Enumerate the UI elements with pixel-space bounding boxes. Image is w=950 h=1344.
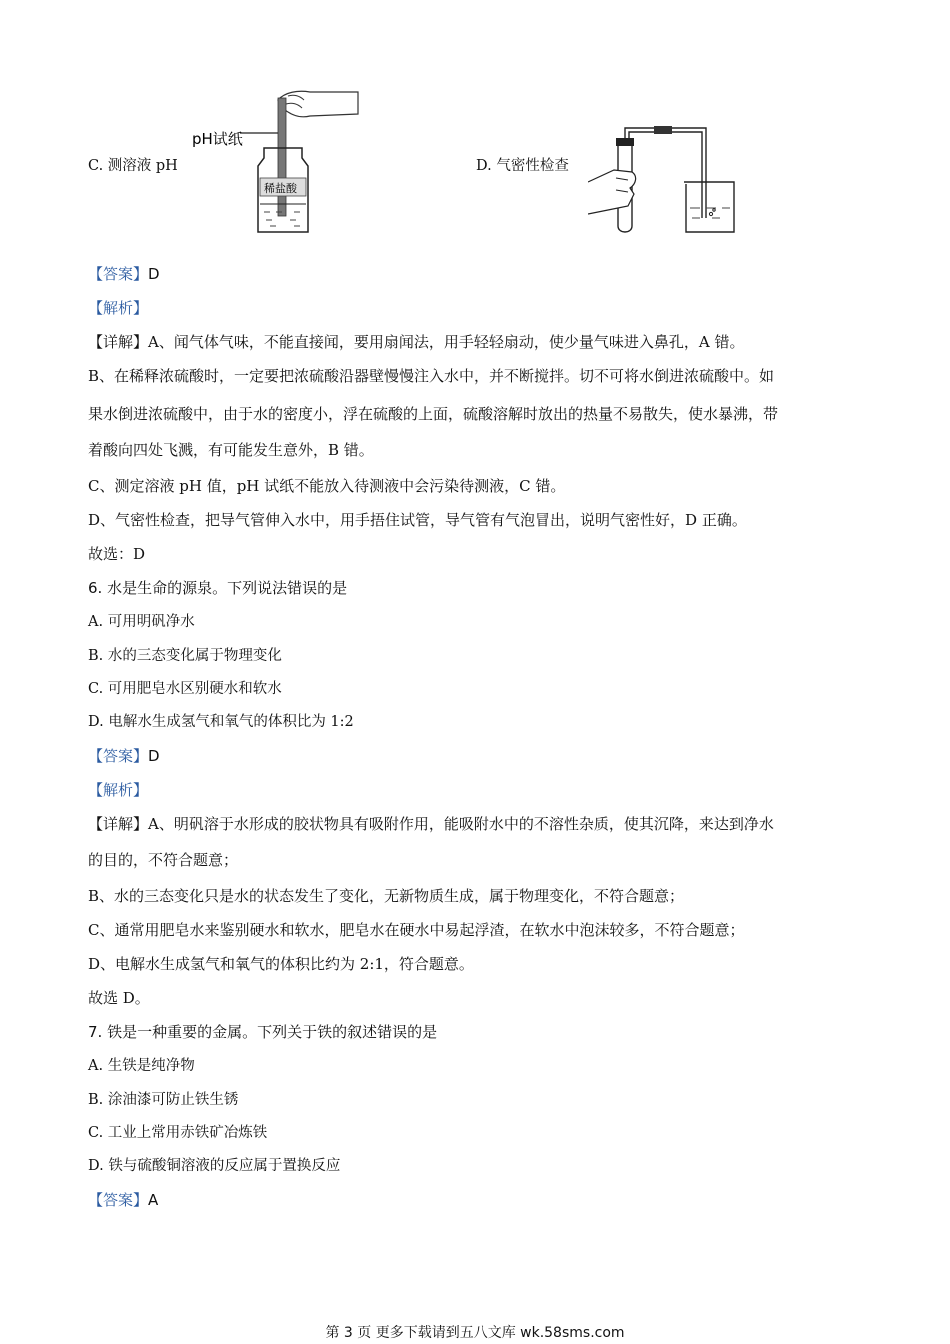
q6-option-d: D. 电解水生成氢气和氧气的体积比为 1:2 bbox=[88, 714, 354, 730]
q5-answer: 【答案】D bbox=[88, 265, 160, 283]
q6-stem: 6. 水是生命的源泉。下列说法错误的是 bbox=[88, 579, 348, 597]
q5-analysis-tag: 【解析】 bbox=[88, 299, 149, 317]
q6-option-c: C. 可用肥皂水区别硬水和软水 bbox=[88, 681, 282, 697]
page-footer: 第 3 页 更多下载请到五八文库 wk.58sms.com bbox=[325, 1325, 625, 1341]
option-d-label: D. 气密性检查 bbox=[476, 158, 569, 174]
q6-detail-line-3: B、水的三态变化只是水的状态发生了变化，无新物质生成，属于物理变化，不符合题意； bbox=[88, 887, 685, 905]
q7-stem: 7. 铁是一种重要的金属。下列关于铁的叙述错误的是 bbox=[88, 1023, 438, 1041]
q7-option-d: D. 铁与硫酸铜溶液的反应属于置换反应 bbox=[88, 1158, 341, 1174]
q7-option-b: B. 涂油漆可防止铁生锈 bbox=[88, 1092, 239, 1108]
ph-paper-label: pH试纸 bbox=[192, 130, 243, 148]
q6-option-b: B. 水的三态变化属于物理变化 bbox=[88, 648, 282, 664]
q7-option-c: C. 工业上常用赤铁矿冶炼铁 bbox=[88, 1125, 268, 1141]
q6-option-a: A. 可用明矾净水 bbox=[88, 614, 195, 630]
q5-detail-line-5: C、测定溶液 pH 值，pH 试纸不能放入待测液中会污染待测液，C 错。 bbox=[88, 477, 566, 495]
q5-detail-line-1: 【详解】A、闻气体气味，不能直接闻，要用扇闻法，用手轻轻扇动，使少量气味进入鼻孔，A 错。 bbox=[88, 333, 745, 351]
q5-detail-line-3: 果水倒进浓硫酸中，由于水的密度小，浮在硫酸的上面，硫酸溶解时放出的热量不易散失，使水暴沸，带 bbox=[88, 405, 779, 423]
q6-conclusion: 故选 D。 bbox=[88, 989, 150, 1007]
ph-test-figure bbox=[190, 86, 365, 238]
q7-answer: 【答案】A bbox=[88, 1191, 159, 1209]
q6-analysis-tag: 【解析】 bbox=[88, 781, 149, 799]
q6-detail-line-1: 【详解】A、明矾溶于水形成的胶状物具有吸附作用，能吸附水中的不溶性杂质，使其沉降，来达到净水 bbox=[88, 815, 774, 833]
q5-detail-line-2: B、在稀释浓硫酸时，一定要把浓硫酸沿器壁慢慢注入水中，并不断搅拌。切不可将水倒进浓硫酸中。如 bbox=[88, 367, 775, 385]
q7-option-a: A. 生铁是纯净物 bbox=[88, 1058, 195, 1074]
bottle-label: 稀盐酸 bbox=[264, 182, 297, 195]
q6-answer: 【答案】D bbox=[88, 747, 160, 765]
q6-detail-line-5: D、电解水生成氢气和氧气的体积比约为 2:1，符合题意。 bbox=[88, 955, 474, 973]
airtightness-figure bbox=[588, 118, 738, 238]
q5-detail-line-4: 着酸向四处飞溅，有可能发生意外，B 错。 bbox=[88, 441, 374, 459]
q5-detail-line-6: D、气密性检查，把导气管伸入水中，用手捂住试管，导气管有气泡冒出，说明气密性好，D 正确。 bbox=[88, 511, 747, 529]
q6-detail-line-2: 的目的，不符合题意； bbox=[88, 851, 239, 869]
option-c-label: C. 测溶液 pH bbox=[88, 158, 178, 174]
q6-detail-line-4: C、通常用肥皂水来鉴别硬水和软水，肥皂水在硬水中易起浮渣，在软水中泡沫较多，不符合题意； bbox=[88, 921, 745, 939]
q5-conclusion: 故选：D bbox=[88, 545, 146, 563]
